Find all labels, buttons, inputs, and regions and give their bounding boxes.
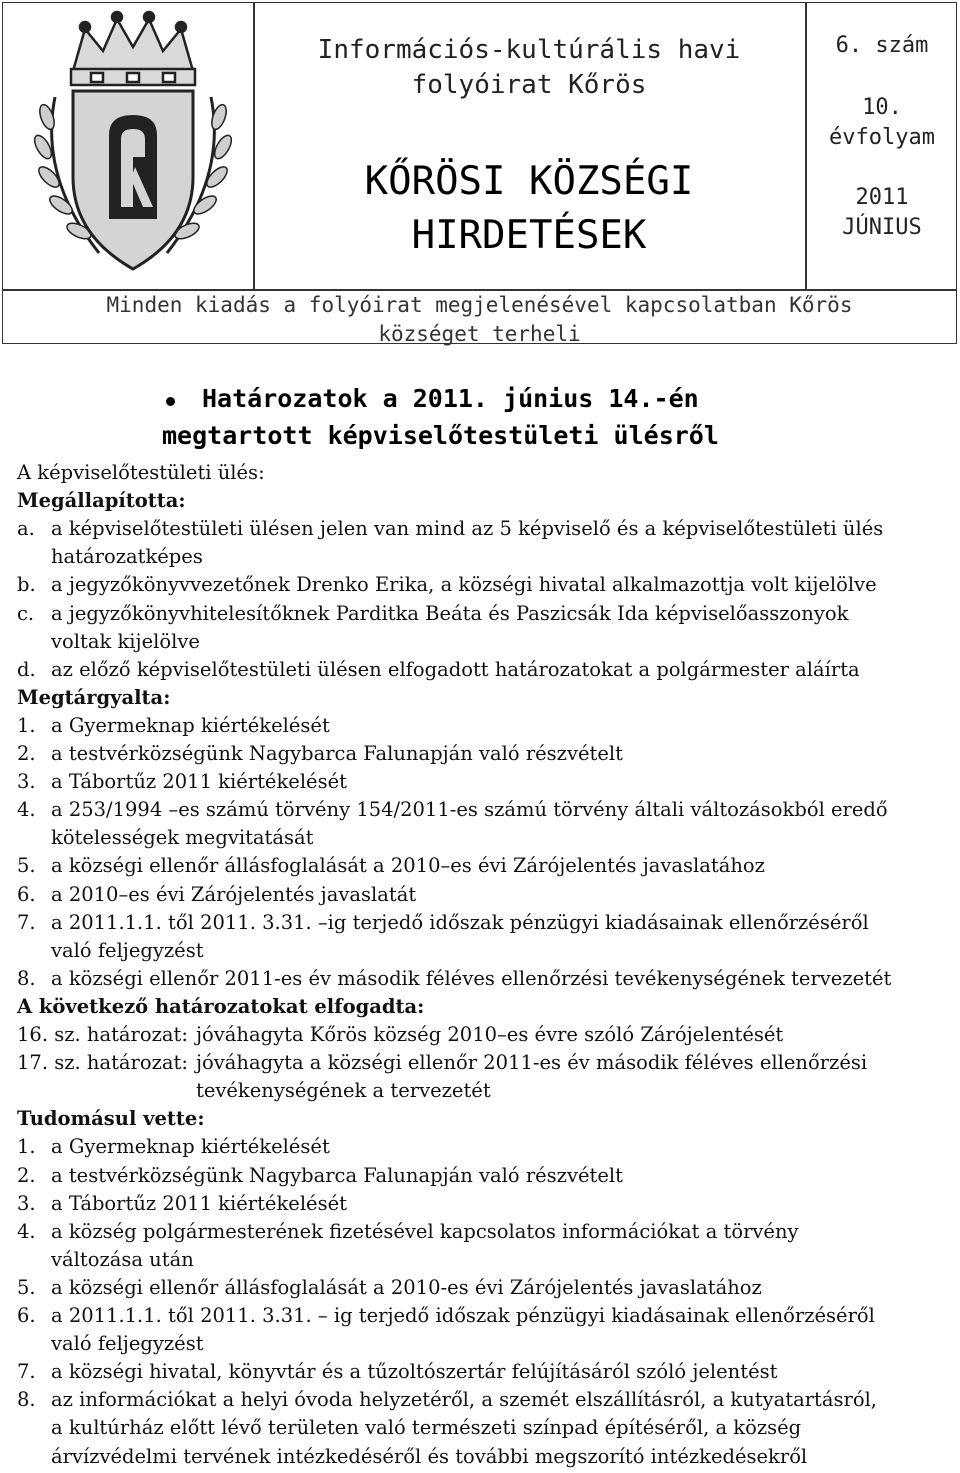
established-item-text: a jegyzőkönyvvezetőnek Drenko Erika, a községi hivatal alkalmazottja volt kijelölve: [51, 573, 877, 597]
noted-marker: 7.: [17, 1360, 36, 1384]
discussed-marker: 3.: [17, 770, 36, 794]
discussed-item-text: a 2011.1.1. től 2011. 3.31. –ig terjedő időszak pénzügyi kiadásainak ellenőrzéséről: [51, 910, 869, 934]
resolution-item-text: tevékenységének a tervezetét: [196, 1079, 491, 1103]
noted-label: Tudomásul vette:: [17, 1107, 205, 1131]
established-item-text: a jegyzőkönyvhitelesítőknek Parditka Beáta és Paszicsák Ida képviselőasszonyok: [51, 601, 849, 625]
noted-marker: 5.: [17, 1275, 36, 1299]
discussed-item-text: a 253/1994 –es számú törvény 154/2011-es számú törvény általi változásokból eredő: [51, 798, 888, 822]
noted-marker: 8.: [17, 1388, 36, 1412]
discussed-marker: 6.: [17, 882, 36, 906]
discussed-item-text: a községi ellenőr állásfoglalását a 2010–es évi Zárójelentés javaslatához: [51, 854, 765, 878]
magazine-subtitle: Információs-kultúrális havi folyóirat Kőrös: [317, 35, 741, 100]
discussed-marker: 4.: [17, 798, 36, 822]
discussed-marker: 2.: [17, 742, 36, 765]
noted-item-text: a Gyermeknap kiértékelését: [51, 1135, 330, 1159]
established-item-text: a képviselőtestületi ülésen jelen van mind az 5 képviselő és a képviselőtestületi ülés: [51, 517, 884, 541]
discussed-marker: 5.: [17, 854, 36, 878]
established-item-text: az előző képviselőtestületi ülésen elfogadott határozatokat a polgármester aláírta: [51, 657, 860, 681]
noted-item-text: a testvérközségünk Nagybarca Falunapján való részvételt: [51, 1163, 623, 1187]
noted-item-text: a község polgármesterének fizetésével kapcsolatos információkat a törvény: [51, 1219, 799, 1243]
issue-number: 6. szám: [835, 33, 929, 58]
discussed-item-text: a Gyermeknap kiértékelését: [51, 713, 330, 737]
discussed-item-text: való feljegyzést: [51, 938, 204, 962]
established-marker: d.: [17, 657, 36, 681]
resolution-item-text: jóváhagyta a községi ellenőr 2011-es év második féléves ellenőrzési: [196, 1051, 868, 1075]
noted-item-text: árvízvédelmi tervének intézkedéséről és további megszorító intézkedésekről: [51, 1444, 808, 1468]
masthead: [2, 2, 957, 344]
resolution-marker: 17. sz. határozat:: [17, 1051, 188, 1075]
intro-line: A képviselőtestületi ülés:: [17, 461, 265, 484]
discussed-item-text: a Tábortűz 2011 kiértékelését: [51, 770, 347, 794]
established-item-text: határozatképes: [51, 545, 203, 569]
established-item-text: voltak kijelölve: [51, 629, 200, 653]
issue-date: 2011 JÚNIUS: [842, 185, 922, 240]
resolution-item-text: jóváhagyta Kőrös község 2010–es évre szóló Zárójelentését: [196, 1023, 784, 1046]
noted-marker: 4.: [17, 1219, 36, 1243]
noted-item-text: a községi hivatal, könyvtár és a tűzoltószertár felújításáról szóló jelentést: [51, 1360, 778, 1384]
established-marker: c.: [17, 601, 35, 625]
resolution-marker: 16. sz. határozat:: [17, 1023, 188, 1046]
noted-marker: 6.: [17, 1304, 36, 1327]
established-marker: b.: [17, 573, 36, 597]
noted-item-text: a községi ellenőr állásfoglalását a 2010-es évi Zárójelentés javaslatához: [51, 1275, 762, 1299]
established-label: Megállapította:: [17, 489, 186, 513]
discussed-label: Megtárgyalta:: [17, 685, 171, 709]
noted-marker: 3.: [17, 1191, 36, 1215]
noted-item-text: a 2011.1.1. től 2011. 3.31. – ig terjedő időszak pénzügyi kiadásainak ellenőrzéséről: [51, 1304, 875, 1327]
discussed-item-text: a 2010–es évi Zárójelentés javaslatát: [51, 882, 417, 906]
discussed-marker: 8.: [17, 966, 36, 990]
noted-item-text: a Tábortűz 2011 kiértékelését: [51, 1191, 347, 1215]
resolutions-label: A következő határozatokat elfogadta:: [17, 994, 425, 1018]
established-marker: a.: [17, 517, 35, 541]
discussed-item-text: a testvérközségünk Nagybarca Falunapján való részvételt: [51, 742, 623, 765]
masthead-footer: Minden kiadás a folyóirat megjelenésével kapcsolatban Kőrös községet terheli: [106, 293, 853, 346]
magazine-title: KŐRÖSI KÖZSÉGI HIRDETÉSEK: [364, 159, 694, 258]
noted-item-text: az információkat a helyi óvoda helyzetéről, a szemét elszállításról, a kutyatartásról,: [51, 1388, 878, 1412]
discussed-item-text: kötelességek megvitatását: [51, 826, 314, 850]
noted-item-text: a kultúrház előtt lévő területen való természeti színpad építéséről, a község: [51, 1416, 802, 1440]
noted-item-text: való feljegyzést: [51, 1332, 204, 1356]
noted-marker: 1.: [17, 1135, 36, 1159]
discussed-item-text: a községi ellenőr 2011-es év második féléves ellenőrzési tevékenységének tervezetét: [51, 966, 892, 990]
bullet-icon: [166, 397, 175, 406]
discussed-marker: 1.: [17, 713, 36, 737]
noted-marker: 2.: [17, 1163, 36, 1187]
discussed-marker: 7.: [17, 910, 36, 934]
noted-item-text: változása után: [51, 1247, 194, 1271]
coat-of-arms-icon: [25, 7, 241, 283]
volume: 10. évfolyam: [829, 95, 935, 150]
